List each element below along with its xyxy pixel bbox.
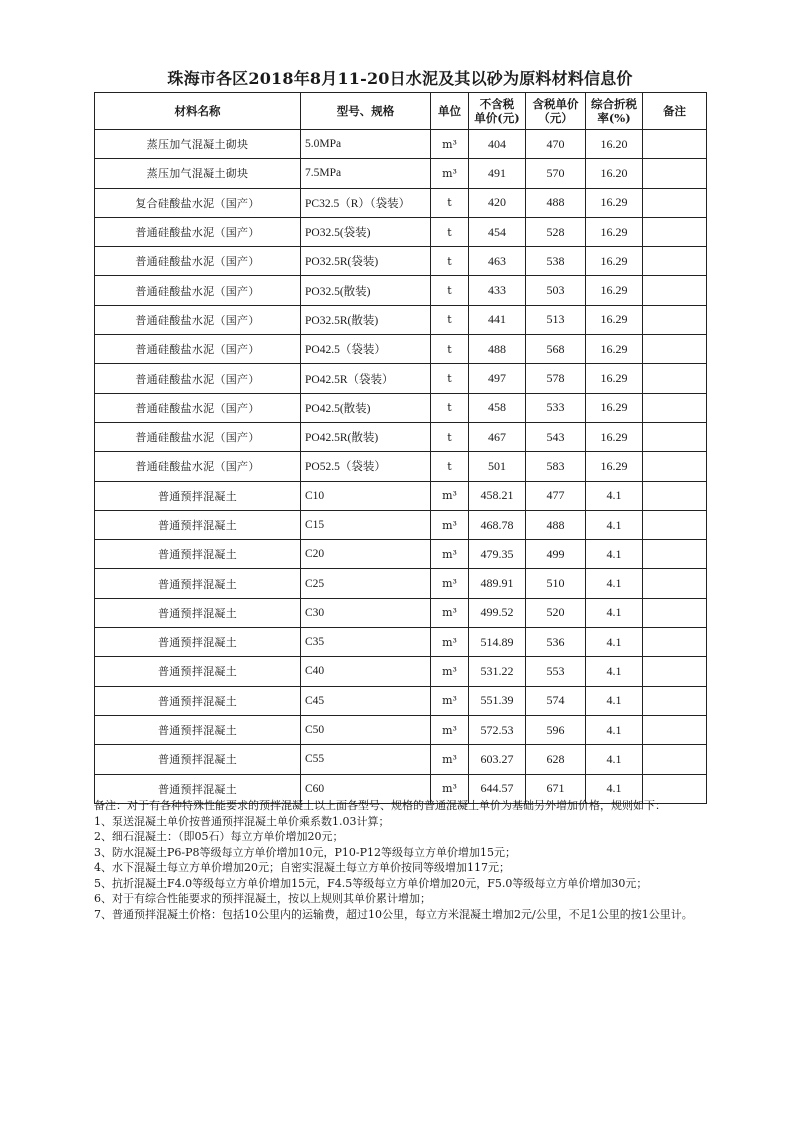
cell-price-in-tax: 570: [526, 159, 586, 188]
cell-unit: m³: [431, 774, 469, 803]
cell-spec: C15: [301, 510, 431, 539]
cell-remark: [643, 745, 707, 774]
cell-spec: C45: [301, 686, 431, 715]
cell-price-in-tax: 488: [526, 188, 586, 217]
cell-price-ex-tax: 433: [469, 276, 526, 305]
cell-material-name: 普通硅酸盐水泥（国产）: [95, 247, 301, 276]
table-row: [95, 628, 707, 657]
cell-material-name: 普通硅酸盐水泥（国产）: [95, 335, 301, 364]
cell-price-ex-tax: 551.39: [469, 686, 526, 715]
cell-tax-rate: 16.29: [586, 276, 643, 305]
table-row: [95, 364, 707, 393]
header-tax-rate-line2: 率(%): [597, 111, 631, 125]
cell-material-name: 复合硅酸盐水泥（国产）: [95, 188, 301, 217]
cell-spec: PO52.5（袋装）: [301, 452, 431, 481]
cell-remark: [643, 598, 707, 627]
cell-price-in-tax: 503: [526, 276, 586, 305]
cell-remark: [643, 540, 707, 569]
cell-spec: C30: [301, 598, 431, 627]
cell-spec: PO32.5(袋装): [301, 217, 431, 246]
cell-price-in-tax: 578: [526, 364, 586, 393]
table-row: [95, 569, 707, 598]
table-row: [95, 393, 707, 422]
cell-material-name: 普通预拌混凝土: [95, 657, 301, 686]
cell-price-ex-tax: 499.52: [469, 598, 526, 627]
cell-tax-rate: 16.29: [586, 364, 643, 393]
cell-spec: C25: [301, 569, 431, 598]
table-row: [95, 715, 707, 744]
cell-price-in-tax: 583: [526, 452, 586, 481]
cell-price-ex-tax: 441: [469, 305, 526, 334]
header-price-in-tax-line1: 含税单价: [532, 97, 579, 111]
cell-spec: C60: [301, 774, 431, 803]
cell-unit: m³: [431, 569, 469, 598]
cell-spec: 7.5MPa: [301, 159, 431, 188]
cell-tax-rate: 4.1: [586, 510, 643, 539]
cell-unit: m³: [431, 481, 469, 510]
cell-tax-rate: 16.29: [586, 393, 643, 422]
cell-price-in-tax: 470: [526, 130, 586, 159]
cell-unit: t: [431, 335, 469, 364]
cell-unit: m³: [431, 686, 469, 715]
cell-tax-rate: 16.29: [586, 422, 643, 451]
cell-material-name: 普通预拌混凝土: [95, 745, 301, 774]
cell-price-in-tax: 538: [526, 247, 586, 276]
header-price-ex-tax-line2: 单价(元): [474, 111, 520, 125]
header-price-ex-tax-line1: 不含税: [479, 97, 515, 111]
cell-tax-rate: 16.29: [586, 217, 643, 246]
header-price-ex-tax: [469, 93, 526, 130]
cell-remark: [643, 481, 707, 510]
header-material-name: 材料名称: [95, 93, 301, 130]
cell-unit: m³: [431, 510, 469, 539]
cell-spec: C35: [301, 628, 431, 657]
cell-remark: [643, 393, 707, 422]
cell-remark: [643, 130, 707, 159]
cell-price-in-tax: 536: [526, 628, 586, 657]
cell-price-ex-tax: 404: [469, 130, 526, 159]
cell-remark: [643, 569, 707, 598]
cell-spec: PC32.5（R）（袋装）: [301, 188, 431, 217]
cell-price-in-tax: 553: [526, 657, 586, 686]
cell-tax-rate: 4.1: [586, 715, 643, 744]
cell-material-name: 蒸压加气混凝土砌块: [95, 159, 301, 188]
cell-price-ex-tax: 644.57: [469, 774, 526, 803]
cell-material-name: 普通硅酸盐水泥（国产）: [95, 393, 301, 422]
cell-remark: [643, 305, 707, 334]
cell-tax-rate: 4.1: [586, 657, 643, 686]
cell-material-name: 普通预拌混凝土: [95, 774, 301, 803]
table-row: [95, 130, 707, 159]
table-row: [95, 305, 707, 334]
cell-price-ex-tax: 458: [469, 393, 526, 422]
cell-remark: [643, 510, 707, 539]
cell-remark: [643, 247, 707, 276]
cell-spec: PO32.5(散装): [301, 276, 431, 305]
cell-price-in-tax: 499: [526, 540, 586, 569]
cell-price-ex-tax: 454: [469, 217, 526, 246]
header-price-in-tax: [526, 93, 586, 130]
cell-tax-rate: 4.1: [586, 745, 643, 774]
table-row: [95, 481, 707, 510]
cell-price-ex-tax: 572.53: [469, 715, 526, 744]
note-line: 4、水下混凝土每立方单价增加20元；自密实混凝土每立方单价按同等级增加117元；: [94, 861, 510, 874]
cell-unit: m³: [431, 715, 469, 744]
cell-price-ex-tax: 467: [469, 422, 526, 451]
cell-price-in-tax: 628: [526, 745, 586, 774]
cell-price-in-tax: 520: [526, 598, 586, 627]
price-table: [94, 92, 707, 804]
table-row: [95, 452, 707, 481]
cell-material-name: 普通预拌混凝土: [95, 540, 301, 569]
cell-price-in-tax: 568: [526, 335, 586, 364]
cell-tax-rate: 4.1: [586, 481, 643, 510]
cell-unit: t: [431, 305, 469, 334]
cell-price-ex-tax: 488: [469, 335, 526, 364]
cell-remark: [643, 422, 707, 451]
cell-unit: t: [431, 393, 469, 422]
note-line: 备注：对于有各种特殊性能要求的预拌混凝土以上面各型号、规格的普通混凝土单价为基础另外增加价格，规则如下：: [94, 799, 666, 812]
cell-unit: m³: [431, 628, 469, 657]
cell-remark: [643, 657, 707, 686]
cell-price-in-tax: 574: [526, 686, 586, 715]
cell-price-ex-tax: 468.78: [469, 510, 526, 539]
cell-material-name: 普通硅酸盐水泥（国产）: [95, 452, 301, 481]
table-row: [95, 686, 707, 715]
cell-tax-rate: 16.29: [586, 188, 643, 217]
note-line: 2、细石混凝土：（即05石）每立方单价增加20元；: [94, 830, 344, 843]
cell-tax-rate: 4.1: [586, 686, 643, 715]
table-row: [95, 247, 707, 276]
table-row: [95, 745, 707, 774]
cell-spec: PO32.5R(袋装): [301, 247, 431, 276]
cell-unit: m³: [431, 657, 469, 686]
cell-material-name: 蒸压加气混凝土砌块: [95, 130, 301, 159]
note-line: 3、防水混凝土P6-P8等级每立方单价增加10元，P10-P12等级每立方单价增加15元；: [94, 845, 517, 859]
header-price-in-tax-line2: （元）: [538, 111, 573, 125]
cell-unit: m³: [431, 745, 469, 774]
cell-spec: C20: [301, 540, 431, 569]
cell-material-name: 普通预拌混凝土: [95, 569, 301, 598]
cell-remark: [643, 452, 707, 481]
cell-material-name: 普通硅酸盐水泥（国产）: [95, 276, 301, 305]
cell-material-name: 普通预拌混凝土: [95, 628, 301, 657]
table-header-row: [95, 93, 707, 130]
table-row: [95, 217, 707, 246]
note-line: 7、普通预拌混凝土价格：包括10公里内的运输费，超过10公里，每立方米混凝土增加2元/公里，不足1公里的按1公里计。: [94, 907, 693, 921]
cell-material-name: 普通预拌混凝土: [95, 686, 301, 715]
cell-price-in-tax: 513: [526, 305, 586, 334]
cell-remark: [643, 159, 707, 188]
cell-unit: m³: [431, 130, 469, 159]
cell-price-ex-tax: 497: [469, 364, 526, 393]
cell-remark: [643, 276, 707, 305]
cell-material-name: 普通预拌混凝土: [95, 510, 301, 539]
cell-remark: [643, 217, 707, 246]
note-line: 1、泵送混凝土单价按普通预拌混凝土单价乘系数1.03计算；: [94, 814, 390, 828]
cell-remark: [643, 686, 707, 715]
cell-price-in-tax: 543: [526, 422, 586, 451]
table-row: [95, 422, 707, 451]
cell-price-in-tax: 533: [526, 393, 586, 422]
header-unit: 单位: [431, 93, 469, 130]
cell-material-name: 普通预拌混凝土: [95, 715, 301, 744]
cell-price-in-tax: 671: [526, 774, 586, 803]
table-row: [95, 159, 707, 188]
cell-price-in-tax: 477: [526, 481, 586, 510]
cell-tax-rate: 4.1: [586, 628, 643, 657]
cell-price-in-tax: 596: [526, 715, 586, 744]
cell-unit: t: [431, 276, 469, 305]
page-title: 珠海市各区2018年8月11-20日水泥及其以砂为原料材料信息价: [167, 69, 633, 88]
header-tax-rate: [586, 93, 643, 130]
cell-spec: PO42.5(散装): [301, 393, 431, 422]
header-remark: 备注: [643, 93, 707, 130]
cell-spec: PO42.5R(散装): [301, 422, 431, 451]
cell-spec: C55: [301, 745, 431, 774]
cell-tax-rate: 16.20: [586, 159, 643, 188]
cell-material-name: 普通预拌混凝土: [95, 481, 301, 510]
table-row: [95, 188, 707, 217]
cell-tax-rate: 4.1: [586, 774, 643, 803]
cell-unit: t: [431, 217, 469, 246]
cell-spec: PO32.5R(散装): [301, 305, 431, 334]
cell-unit: t: [431, 188, 469, 217]
table-row: [95, 276, 707, 305]
cell-material-name: 普通预拌混凝土: [95, 598, 301, 627]
cell-spec: C40: [301, 657, 431, 686]
cell-price-ex-tax: 501: [469, 452, 526, 481]
cell-price-ex-tax: 531.22: [469, 657, 526, 686]
cell-tax-rate: 4.1: [586, 598, 643, 627]
table-row: [95, 510, 707, 539]
cell-price-ex-tax: 489.91: [469, 569, 526, 598]
cell-tax-rate: 4.1: [586, 569, 643, 598]
table-row: [95, 657, 707, 686]
cell-tax-rate: 16.20: [586, 130, 643, 159]
notes-section: [94, 798, 706, 922]
cell-price-in-tax: 488: [526, 510, 586, 539]
cell-remark: [643, 188, 707, 217]
cell-price-ex-tax: 603.27: [469, 745, 526, 774]
cell-spec: C10: [301, 481, 431, 510]
table-row: [95, 598, 707, 627]
cell-spec: C50: [301, 715, 431, 744]
cell-tax-rate: 16.29: [586, 247, 643, 276]
cell-tax-rate: 4.1: [586, 540, 643, 569]
cell-unit: m³: [431, 159, 469, 188]
cell-unit: t: [431, 422, 469, 451]
table-body: [95, 130, 707, 804]
cell-spec: 5.0MPa: [301, 130, 431, 159]
cell-price-ex-tax: 463: [469, 247, 526, 276]
cell-remark: [643, 335, 707, 364]
cell-price-ex-tax: 458.21: [469, 481, 526, 510]
cell-spec: PO42.5（袋装）: [301, 335, 431, 364]
note-line: 6、对于有综合性能要求的预拌混凝土，按以上规则其单价累计增加；: [94, 892, 431, 905]
header-tax-rate-line1: 综合折税: [591, 97, 637, 111]
table-row: [95, 540, 707, 569]
cell-tax-rate: 16.29: [586, 335, 643, 364]
header-spec: 型号、规格: [301, 93, 431, 130]
cell-remark: [643, 715, 707, 744]
cell-price-in-tax: 510: [526, 569, 586, 598]
cell-tax-rate: 16.29: [586, 305, 643, 334]
cell-material-name: 普通硅酸盐水泥（国产）: [95, 217, 301, 246]
cell-material-name: 普通硅酸盐水泥（国产）: [95, 305, 301, 334]
cell-price-ex-tax: 491: [469, 159, 526, 188]
cell-unit: m³: [431, 540, 469, 569]
table-row: [95, 335, 707, 364]
cell-price-ex-tax: 479.35: [469, 540, 526, 569]
cell-spec: PO42.5R（袋装）: [301, 364, 431, 393]
cell-unit: t: [431, 452, 469, 481]
cell-unit: t: [431, 247, 469, 276]
cell-price-in-tax: 528: [526, 217, 586, 246]
cell-price-ex-tax: 420: [469, 188, 526, 217]
cell-tax-rate: 16.29: [586, 452, 643, 481]
cell-remark: [643, 364, 707, 393]
cell-price-ex-tax: 514.89: [469, 628, 526, 657]
note-line: 5、抗折混凝土F4.0等级每立方单价增加15元，F4.5等级每立方单价增加20元，F5.0等级每立方单价增加30元；: [94, 876, 648, 890]
cell-remark: [643, 628, 707, 657]
cell-unit: m³: [431, 598, 469, 627]
cell-material-name: 普通硅酸盐水泥（国产）: [95, 422, 301, 451]
cell-material-name: 普通硅酸盐水泥（国产）: [95, 364, 301, 393]
cell-unit: t: [431, 364, 469, 393]
